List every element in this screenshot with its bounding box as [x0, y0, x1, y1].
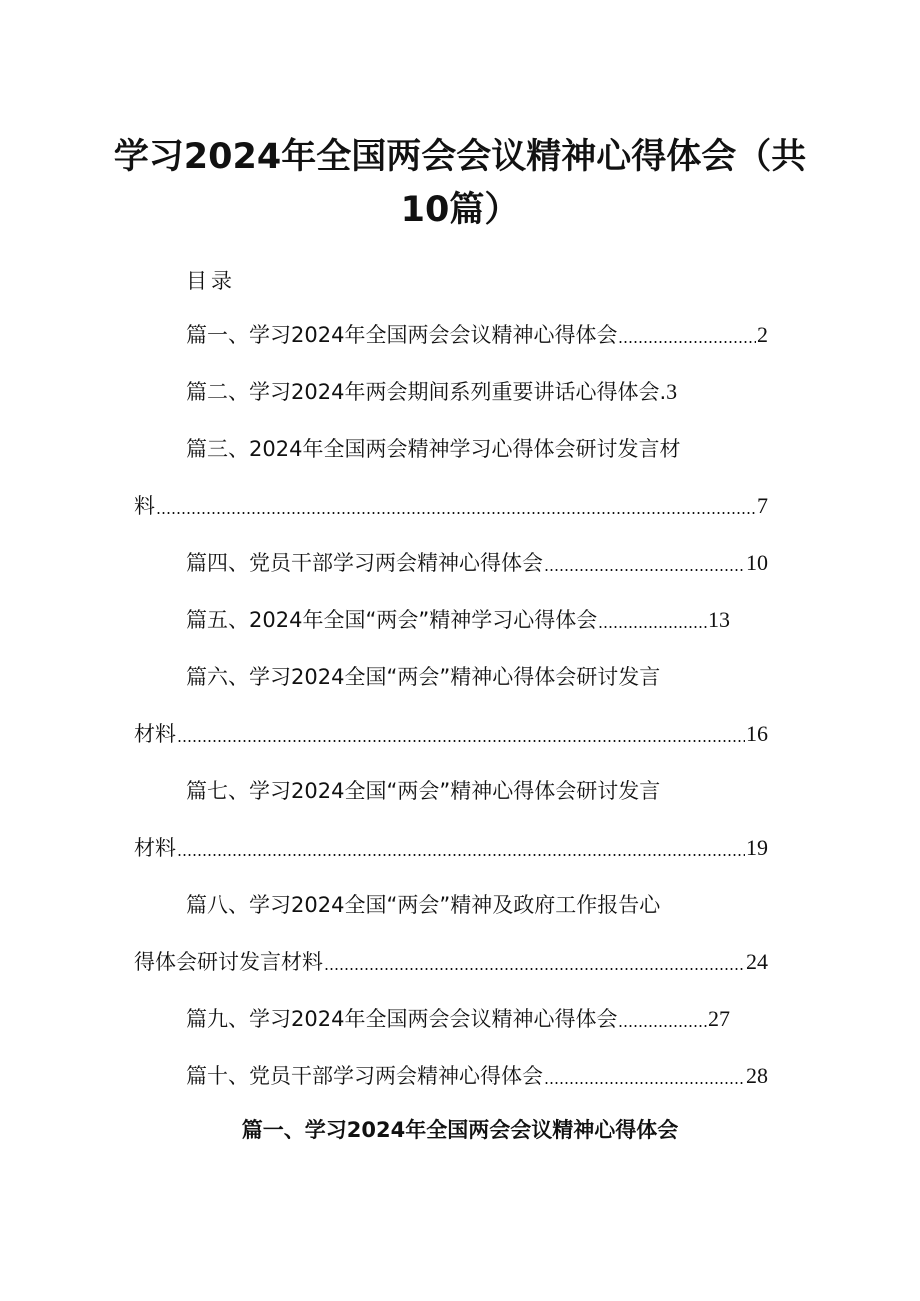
toc-entry-5[interactable] — [186, 605, 730, 635]
toc-entry-page: 24 — [746, 949, 768, 974]
toc-entry-page: 19 — [746, 835, 768, 860]
toc-leader-dots — [177, 719, 745, 749]
toc-entry-text: 篇二、学习2024年两会期间系列重要讲话心得体会. — [186, 380, 667, 404]
toc-entry-text: 得体会研讨发言材料 — [134, 950, 323, 974]
toc-entry-text: 篇五、2024年全国“两会”精神学习心得体会 — [186, 608, 598, 632]
toc-entry-page: 2 — [757, 322, 768, 347]
toc-leader-dots — [324, 947, 745, 977]
toc-leader-dots — [618, 1004, 707, 1034]
toc-entry-2[interactable] — [186, 377, 768, 407]
toc-entry-page: 28 — [746, 1063, 768, 1088]
toc-entry-text: 篇三、2024年全国两会精神学习心得体会研讨发言材 — [186, 437, 681, 461]
toc-entry-text: 篇六、学习2024全国“两会”精神心得体会研讨发言 — [186, 665, 661, 689]
toc-entry-4[interactable] — [186, 548, 768, 578]
toc-entry-text: 篇九、学习2024年全国两会会议精神心得体会 — [186, 1007, 618, 1031]
toc-entry-text: 篇一、学习2024年全国两会会议精神心得体会 — [186, 323, 618, 347]
section-heading: 篇一、学习2024年全国两会会议精神心得体会 — [241, 1118, 679, 1142]
toc-entry-page: 16 — [746, 721, 768, 746]
toc-leader-dots — [544, 548, 745, 578]
toc-leader-dots — [177, 833, 745, 863]
toc-leader-dots — [618, 320, 756, 350]
toc-entry-3-line1[interactable] — [186, 434, 746, 464]
toc-entry-7-line1[interactable] — [186, 776, 746, 806]
toc-entry-page: 3 — [666, 379, 678, 404]
toc-entry-3-line2[interactable] — [134, 491, 768, 521]
toc-entry-text: 料 — [134, 494, 155, 518]
toc-entry-8-line1[interactable] — [186, 890, 746, 920]
toc-entry-text: 篇十、党员干部学习两会精神心得体会 — [186, 1064, 543, 1088]
toc-entry-text: 材料 — [134, 722, 176, 746]
toc-entry-page: 10 — [746, 550, 768, 575]
toc-leader-dots — [544, 1061, 745, 1091]
toc-entry-page: 27 — [708, 1006, 730, 1031]
toc-entry-10[interactable] — [186, 1061, 768, 1091]
document-title-line2: 10篇） — [400, 190, 520, 230]
toc-entry-text: 篇七、学习2024全国“两会”精神心得体会研讨发言 — [186, 779, 661, 803]
toc-entry-9[interactable] — [186, 1004, 730, 1034]
toc-leader-dots — [156, 491, 756, 521]
toc-entry-page: 13 — [708, 607, 730, 632]
toc-entry-page: 7 — [757, 493, 768, 518]
toc-entry-text: 篇八、学习2024全国“两会”精神及政府工作报告心 — [186, 893, 661, 917]
toc-entry-text: 篇四、党员干部学习两会精神心得体会 — [186, 551, 543, 575]
toc-entry-text: 材料 — [134, 836, 176, 860]
toc-entry-7-line2[interactable] — [134, 833, 768, 863]
document-title-line1: 学习2024年全国两会会议精神心得体会（共 — [113, 137, 807, 177]
toc-leader-dots — [598, 605, 707, 635]
toc-entry-6-line1[interactable] — [186, 662, 746, 692]
toc-heading: 目录 — [186, 269, 236, 293]
toc-entry-6-line2[interactable] — [134, 719, 768, 749]
toc-entry-1[interactable] — [186, 320, 768, 350]
toc-entry-8-line2[interactable] — [134, 947, 768, 977]
